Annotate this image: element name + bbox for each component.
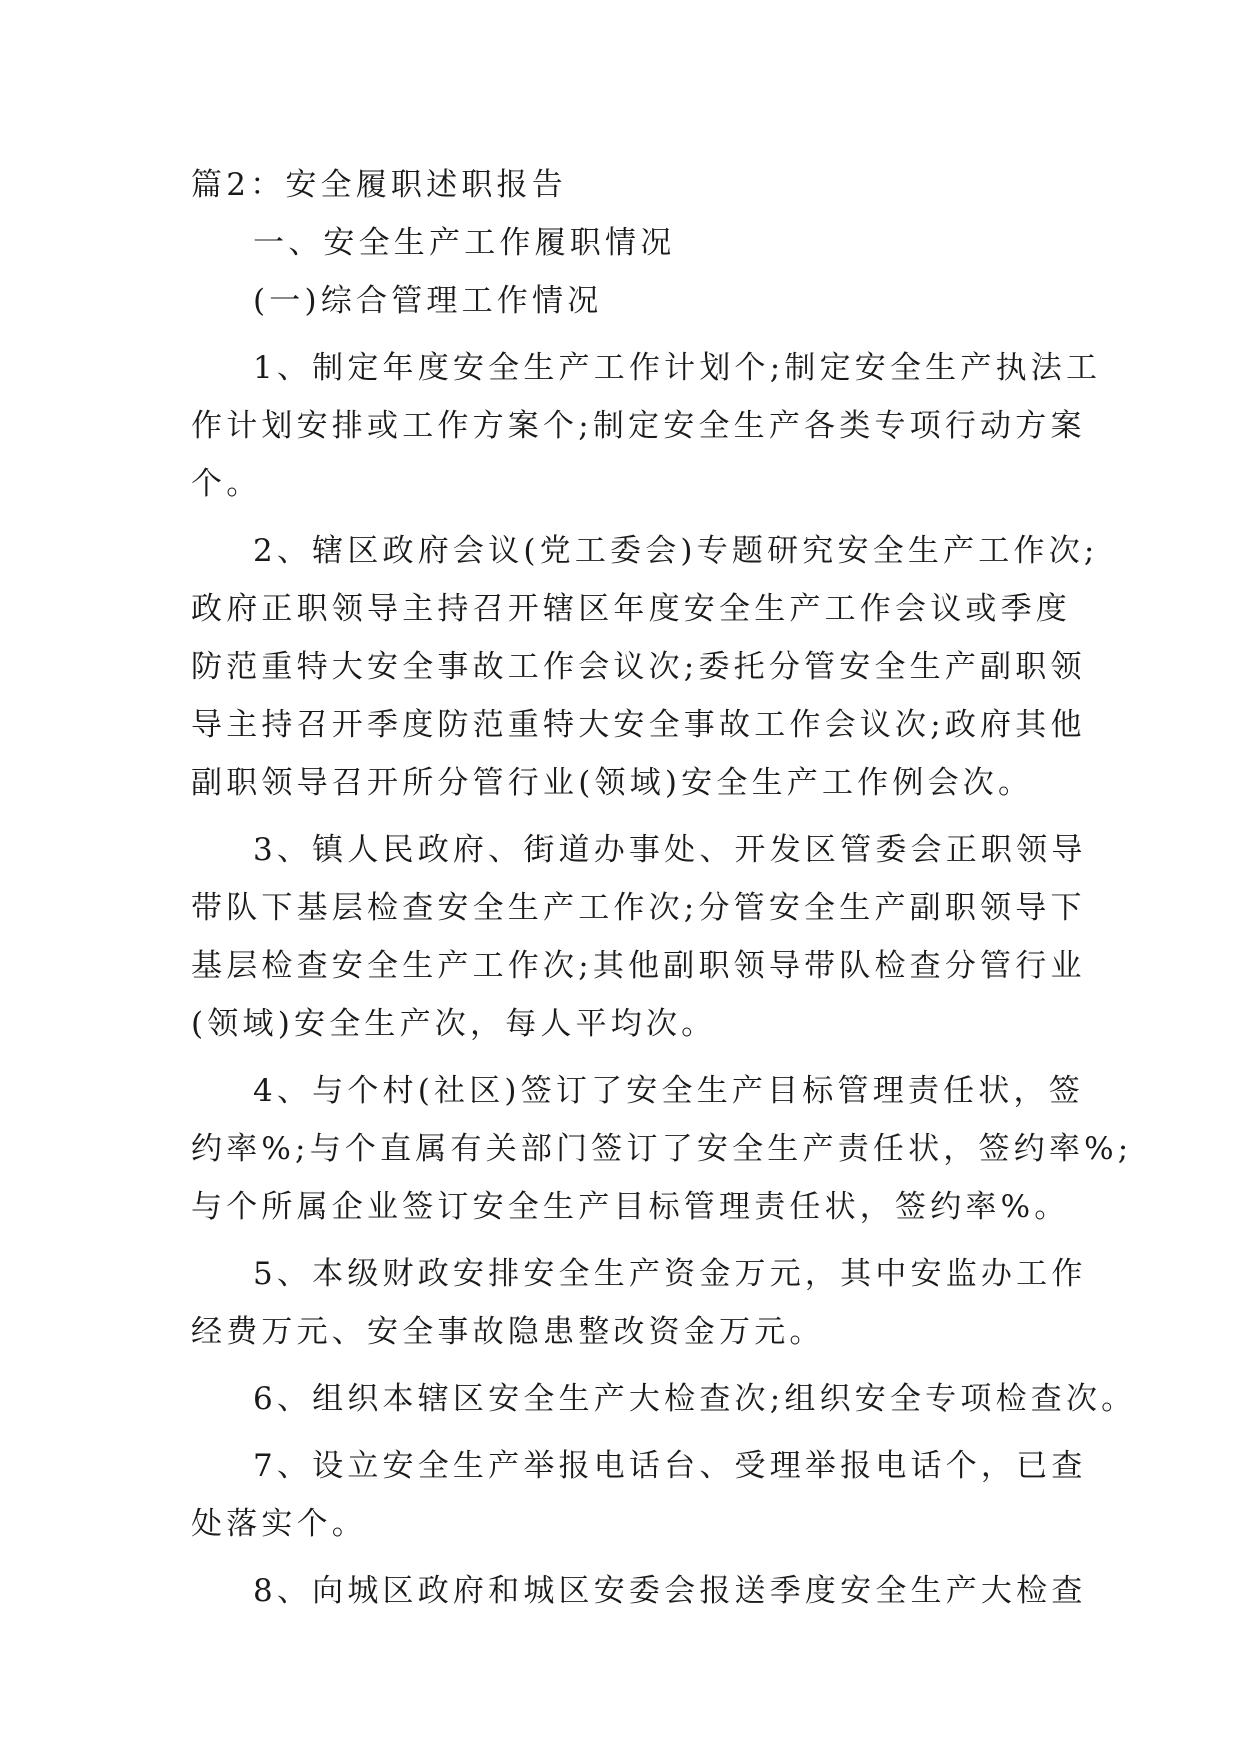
paragraph-8 [191, 1562, 1087, 1620]
paragraph-6 [191, 1370, 1137, 1428]
paragraph-line: 与个所属企业签订安全生产目标管理责任状，签约率%。 [191, 1189, 1070, 1225]
paragraph-line: 作计划安排或工作方案个;制定安全生产各类专项行动方案 [191, 408, 1086, 444]
paragraph-line: 副职领导召开所分管行业(领域)安全生产工作例会次。 [191, 765, 1034, 801]
paragraph-line: 4、与个村(社区)签订了安全生产目标管理责任状，签 [253, 1073, 1084, 1109]
paragraph-line: 经费万元、安全事故隐患整改资金万元。 [191, 1314, 825, 1350]
paragraph-line: (领域)安全生产次，每人平均次。 [191, 1006, 717, 1042]
paragraph-3 [191, 821, 1087, 1053]
paragraph-line: 带队下基层检查安全生产工作次;分管安全生产副职领导下 [191, 890, 1086, 926]
paragraph-line: 处落实个。 [191, 1506, 367, 1542]
paragraph-4 [191, 1062, 1133, 1236]
paragraph-line: 基层检查安全生产工作次;其他副职领导带队检查分管行业 [191, 948, 1086, 984]
paragraph-line: 个。 [191, 466, 262, 502]
paragraph-line: 防范重特大安全事故工作会议次;委托分管安全生产副职领 [191, 649, 1086, 685]
section-heading: 一、安全生产工作履职情况 [253, 225, 676, 261]
subsection-heading: (一)综合管理工作情况 [253, 283, 603, 319]
paragraph-line: 导主持召开季度防范重特大安全事故工作会议次;政府其他 [191, 707, 1086, 743]
paragraph-line: 1、制定年度安全生产工作计划个;制定安全生产执法工 [253, 350, 1102, 386]
document-title: 篇2：安全履职述职报告 [191, 167, 567, 203]
paragraph-1 [191, 339, 1102, 513]
paragraph-7 [191, 1437, 1087, 1553]
paragraph-line: 2、辖区政府会议(党工委会)专题研究安全生产工作次; [253, 533, 1099, 569]
paragraph-line: 8、向城区政府和城区安委会报送季度安全生产大检查 [253, 1573, 1087, 1609]
paragraph-2 [191, 522, 1099, 812]
paragraph-line: 约率%;与个直属有关部门签订了安全生产责任状，签约率%; [191, 1131, 1133, 1167]
paragraph-line: 政府正职领导主持召开辖区年度安全生产工作会议或季度 [191, 591, 1071, 627]
paragraph-5 [191, 1245, 1087, 1361]
paragraph-line: 6、组织本辖区安全生产大检查次;组织安全专项检查次。 [253, 1381, 1137, 1417]
document-body [191, 156, 1137, 1620]
paragraph-line: 7、设立安全生产举报电话台、受理举报电话个，已查 [253, 1448, 1087, 1484]
paragraph-line: 5、本级财政安排安全生产资金万元，其中安监办工作 [253, 1256, 1087, 1292]
paragraph-line: 3、镇人民政府、街道办事处、开发区管委会正职领导 [253, 832, 1087, 868]
